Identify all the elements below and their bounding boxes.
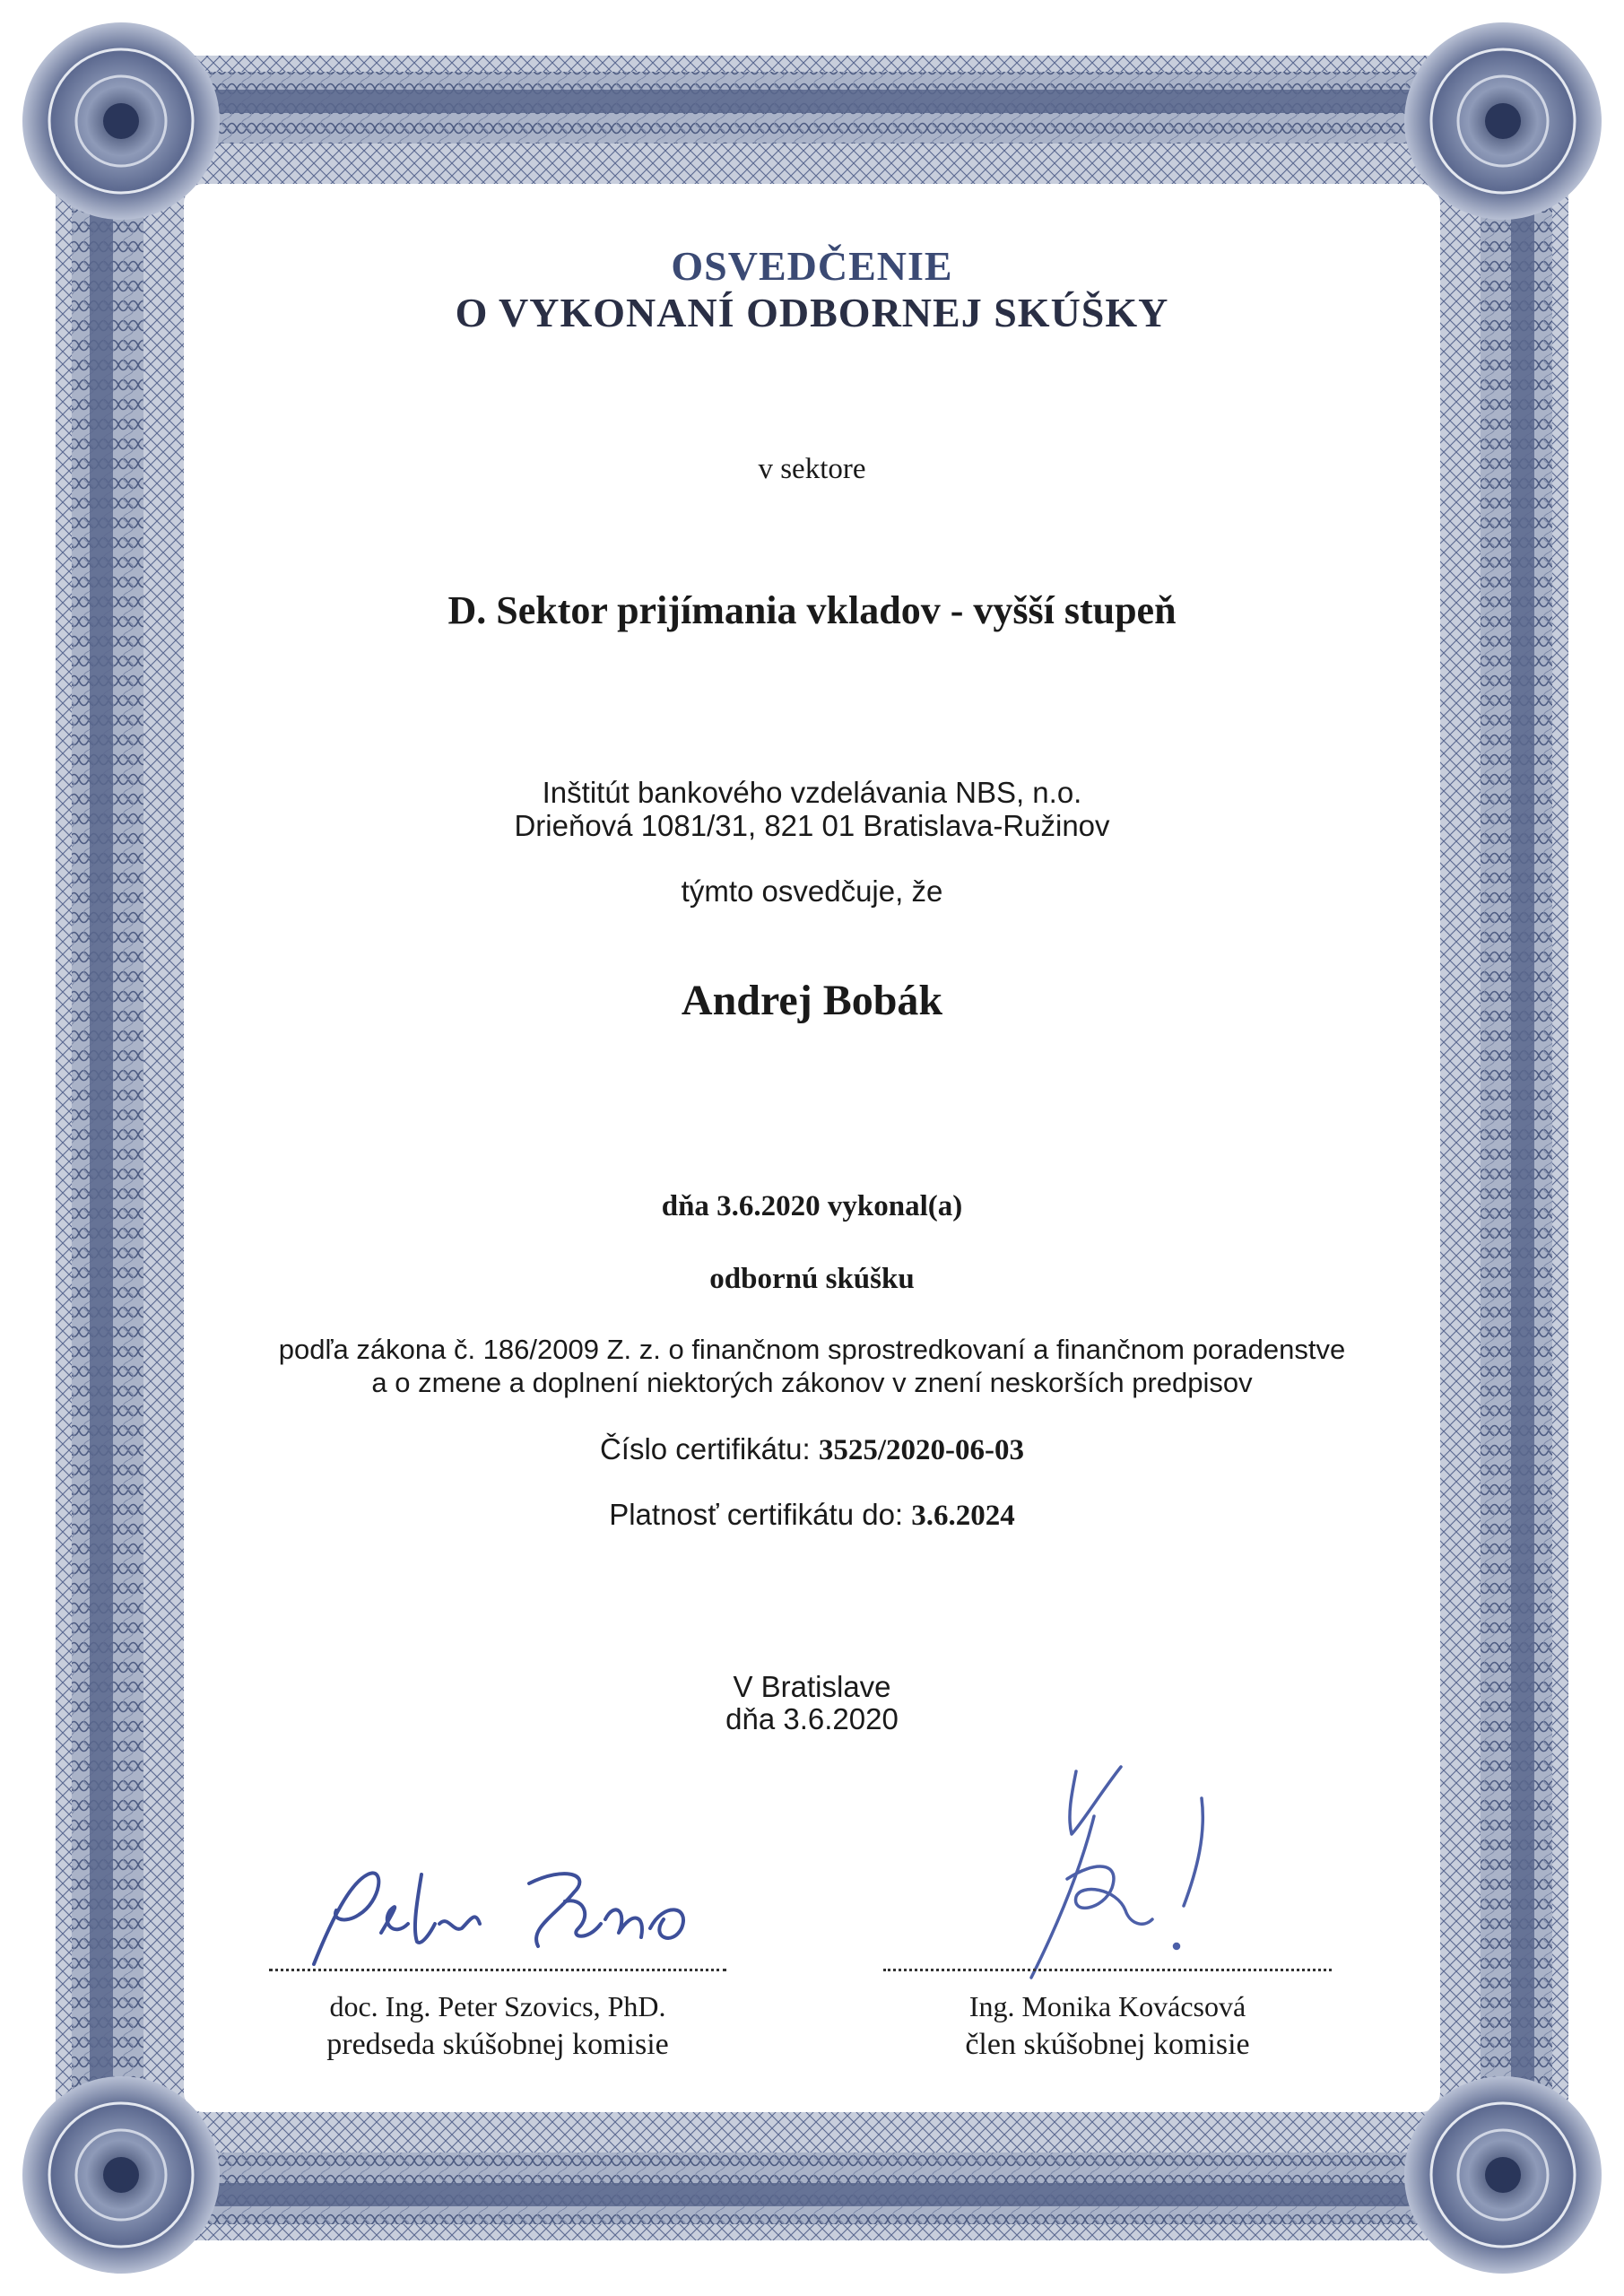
sector-name: D. Sektor prijímania vkladov - vyšší stupeň: [447, 588, 1177, 632]
signatory-left-name: doc. Ing. Peter Szovics, PhD.: [329, 1990, 666, 2022]
law-reference-line1: podľa zákona č. 186/2009 Z. z. o finančnom sprostredkovaní a finančnom poradenstve: [278, 1334, 1346, 1365]
signatory-right-name: Ing. Monika Kovácsová: [968, 1990, 1246, 2022]
institution-name: Inštitút bankového vzdelávania NBS, n.o.: [542, 776, 1082, 809]
certificate-number-label: Číslo certifikátu:: [599, 1432, 811, 1465]
issue-place: V Bratislave: [733, 1670, 891, 1703]
signature-line-left: [269, 1969, 726, 1971]
signature-right: [968, 1753, 1264, 1996]
exam-date-line: dňa 3.6.2020 vykonal(a): [661, 1190, 963, 1222]
certificate-validity-date: 3.6.2024: [911, 1500, 1015, 1532]
certificate-subtitle: O VYKONANÍ ODBORNEJ SKÚŠKY: [455, 290, 1169, 335]
signature-line-right: [883, 1969, 1332, 1971]
institution-address: Drieňová 1081/31, 821 01 Bratislava-Ružinov: [514, 809, 1110, 842]
signatory-left-role: predseda skúšobnej komisie: [326, 2028, 669, 2061]
law-reference-line2: a o zmene a doplnení niektorých zákonov v znení neskorších predpisov: [371, 1367, 1253, 1398]
certificate-validity-row: [0, 1498, 1624, 1533]
certificate-number-row: [0, 1432, 1624, 1467]
certificate-title: OSVEDČENIE: [671, 243, 953, 289]
sector-label: v sektore: [758, 453, 866, 485]
signature-left: [296, 1848, 717, 1982]
certificate-validity-label: Platnosť certifikátu do:: [609, 1498, 904, 1531]
holder-name: Andrej Bobák: [681, 977, 943, 1024]
exam-type: odbornú skúšku: [709, 1263, 915, 1295]
signatory-right-role: člen skúšobnej komisie: [965, 2028, 1250, 2061]
issue-date: dňa 3.6.2020: [725, 1702, 899, 1735]
certificate-number: 3525/2020-06-03: [818, 1434, 1025, 1466]
signatory-left: [269, 1969, 726, 2065]
signatory-right: [883, 1969, 1332, 2065]
certifies-text: týmto osvedčuje, že: [681, 874, 943, 908]
